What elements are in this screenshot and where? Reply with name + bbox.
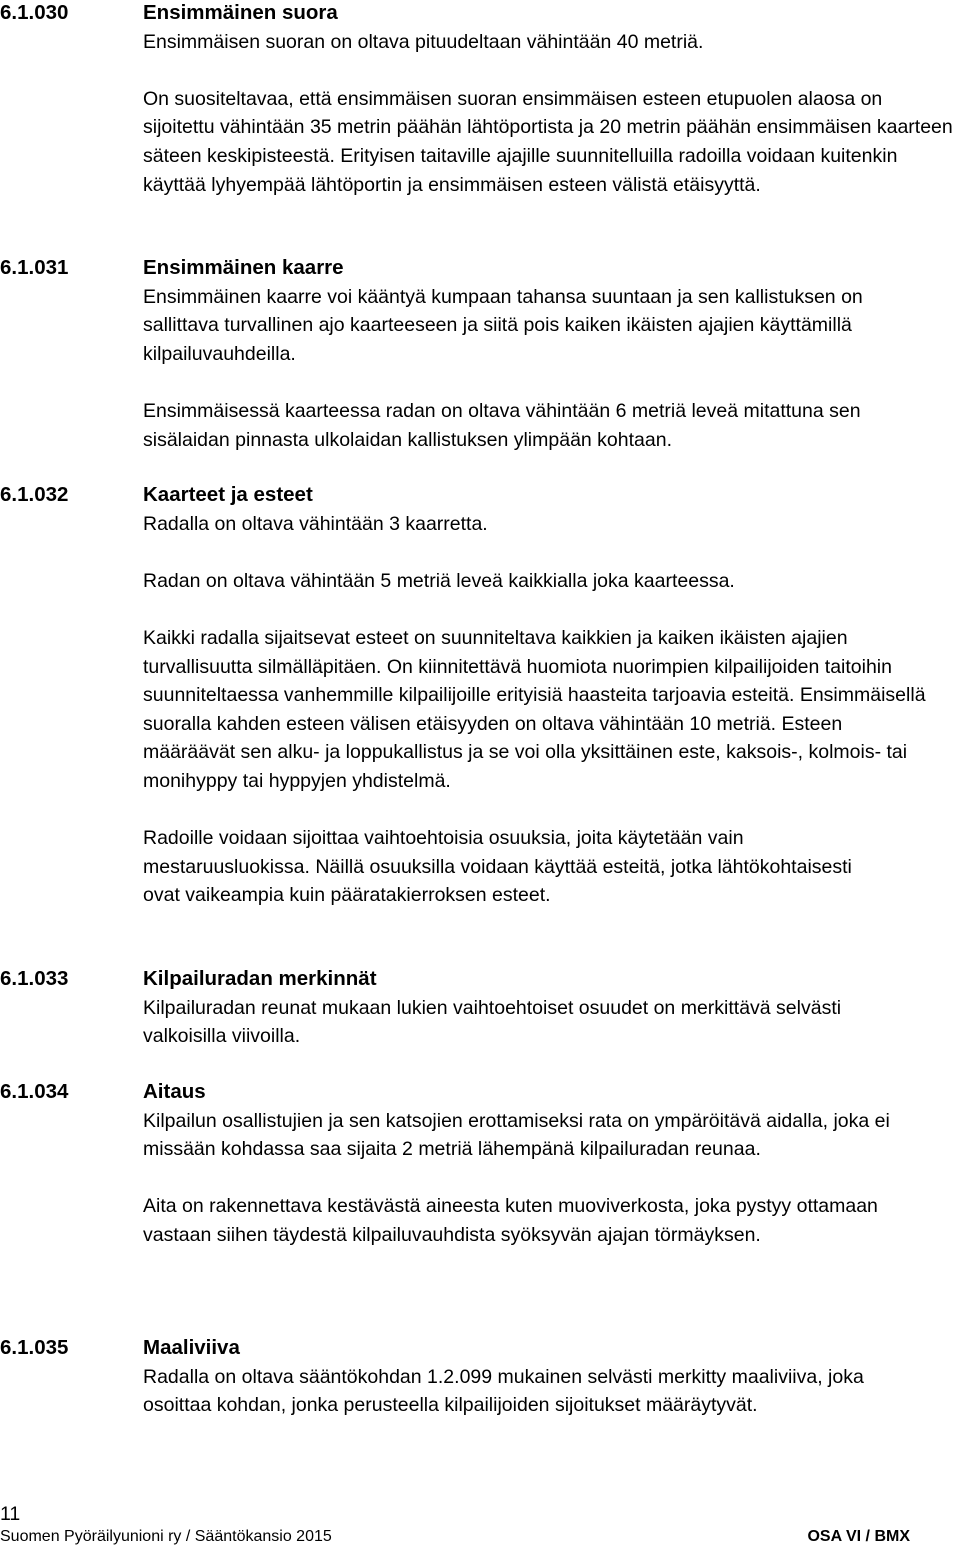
section-paragraph: Kilpailun osallistujien ja sen katsojien erottamiseksi rata on ympäröitävä aidalla, joka ei missään kohdassa saa sijaita 2 metriä lähempänä kilpailuradan reunaa. <box>143 1109 890 1161</box>
section-title: Kaarteet ja esteet <box>143 483 313 506</box>
section-paragraph: Radan on oltava vähintään 5 metriä leveä kaikkialla joka kaarteessa. <box>143 569 735 592</box>
section-title: Aitaus <box>143 1080 206 1103</box>
section-paragraph: Kaikki radalla sijaitsevat esteet on suunniteltava kaikkien ja kaiken ikäisten ajajien turvallisuutta silmälläpitäen. On kiinnitettävä huomiota nuorimpien kilpailijoiden taitoihin suunniteltaessa vanhemmille kilpailijoille erityisiä haasteita tarjoavia esteitä. Ensimmäisellä suoralla kahden esteen välisen etäisyyden on oltava vähintään 10 metriä. Esteen määräävät sen alku- ja loppukallistus ja se voi olla yksittäinen este, kaksois-, kolmois- tai monihyppy tai hyppyjen yhdistelmä. <box>143 626 926 792</box>
section-number: 6.1.033 <box>0 967 69 990</box>
section-paragraph: Radoille voidaan sijoittaa vaihtoehtoisia osuuksia, joita käytetään vain mestaruusluokissa. Näillä osuuksilla voidaan käyttää esteitä, jotka lähtökohtaisesti ovat vaikeampia kuin pääratakierroksen esteet. <box>143 827 852 907</box>
section-paragraph: Radalla on oltava sääntökohdan 1.2.099 mukainen selvästi merkitty maaliviiva, joka osoittaa kohdan, jonka perusteella kilpailijoiden sijoitukset määräytyvät. <box>143 1365 864 1417</box>
section-body <box>143 1334 960 1420</box>
section-number: 6.1.031 <box>0 256 69 279</box>
section-title: Kilpailuradan merkinnät <box>143 967 377 990</box>
section-paragraph: Aita on rakennettava kestävästä aineesta kuten muoviverkosta, joka pystyy ottamaan vastaan siihen täydestä kilpailuvauhdista syöksyvän ajajan törmäyksen. <box>143 1195 878 1246</box>
section-number: 6.1.034 <box>0 1080 69 1103</box>
footer-publisher: Suomen Pyöräilyunioni ry / Sääntökansio 2015 <box>0 1528 332 1545</box>
section-number: 6.1.035 <box>0 1336 69 1359</box>
section-body <box>143 481 960 910</box>
section-paragraph: Ensimmäisen suoran on oltava pituudeltaan vähintään 40 metriä. <box>143 30 704 53</box>
section-number: 6.1.030 <box>0 1 69 24</box>
section-number: 6.1.032 <box>0 483 69 506</box>
section-body <box>143 0 960 199</box>
section-body <box>143 1078 960 1250</box>
section-title: Ensimmäinen kaarre <box>143 256 344 279</box>
section-title: Ensimmäinen suora <box>143 1 338 24</box>
section-paragraph: Ensimmäisessä kaarteessa radan on oltava vähintään 6 metriä leveä mitattuna sen sisälaidan pinnasta ulkolaidan kallistuksen ylimpään kohtaan. <box>143 399 861 451</box>
footer-part-label: OSA VI / BMX <box>807 1528 910 1545</box>
section-body <box>143 965 960 1051</box>
section-paragraph: Kilpailuradan reunat mukaan lukien vaihtoehtoiset osuudet on merkittävä selvästi valkoisilla viivoilla. <box>143 996 842 1048</box>
section-paragraph: Ensimmäinen kaarre voi kääntyä kumpaan tahansa suuntaan ja sen kallistuksen on sallittava turvallinen ajo kaarteeseen ja siitä pois kaiken ikäisten ajajien käyttämillä kilpailuvauhdeilla. <box>143 285 863 365</box>
section-paragraph: Radalla on oltava vähintään 3 kaarretta. <box>143 512 488 535</box>
section-body <box>143 254 960 454</box>
section-title: Maaliviiva <box>143 1336 240 1359</box>
page-number: 11 <box>0 1503 21 1525</box>
section-paragraph: On suositeltavaa, että ensimmäisen suoran ensimmäisen esteen etupuolen alaosa on sijoitettu vähintään 35 metrin päähän lähtöportista ja 20 metrin päähän ensimmäisen kaarteen säteen keskipisteestä. Erityisen taitaville ajajille suunnitelluilla radoilla voidaan kuitenkin käyttää lyhyempää lähtöportin ja ensimmäisen esteen välistä etäisyyttä. <box>143 87 953 196</box>
